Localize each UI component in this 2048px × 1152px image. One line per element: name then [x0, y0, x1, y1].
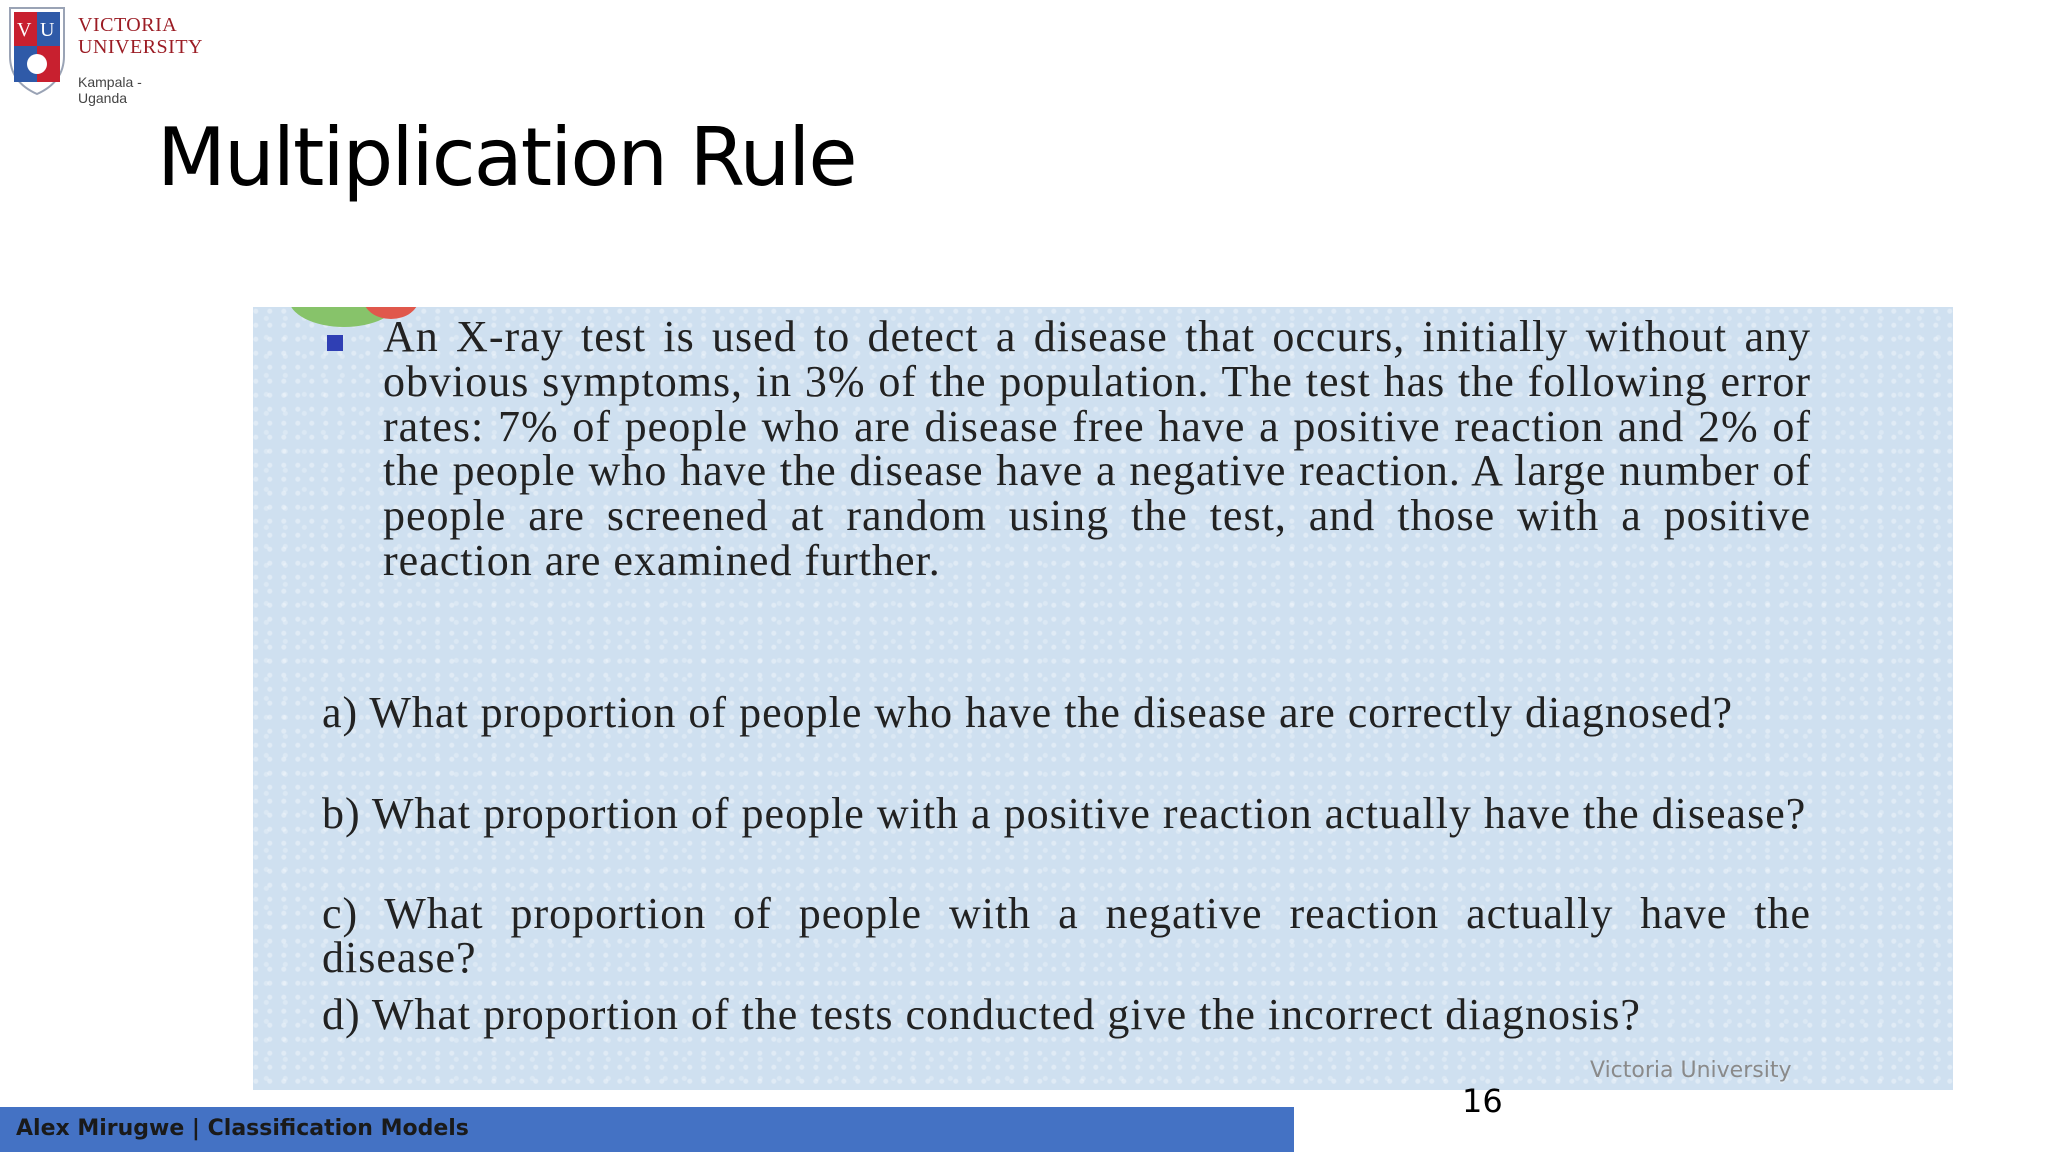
watermark-text: Victoria University: [1590, 1058, 1792, 1083]
logo-line-1: VICTORIA: [78, 14, 178, 36]
problem-intro: An X-ray test is used to detect a disease that occurs, initially without any obvious symptoms, in 3% of the population. The test has the following error rates: 7% of people who are disease free have a positive reaction and 2% of the people who have the disease have a negative reaction. A large number of people are screened at random using the test, and those with a positive reaction are examined further.: [383, 312, 1811, 585]
logo-line-2: UNIVERSITY: [78, 36, 203, 58]
question-d: d) What proportion of the tests conducted give the incorrect diagnosis?: [322, 990, 1641, 1039]
footer-text: Alex Mirugwe | Classification Models: [16, 1116, 469, 1141]
question-a: a) What proportion of people who have the disease are correctly diagnosed?: [322, 688, 1733, 737]
university-logo: [6, 2, 203, 106]
footer-bar: [0, 1107, 1294, 1152]
problem-image: [253, 307, 1953, 1090]
question-b: b) What proportion of people with a positive reaction actually have the disease?: [322, 789, 1807, 838]
logo-tagline: Kampala - Uganda: [78, 74, 142, 106]
svg-text:V: V: [17, 19, 32, 41]
svg-text:U: U: [40, 19, 55, 41]
university-crest-icon: [6, 2, 70, 98]
question-c: c) What proportion of people with a negative reaction actually have the disease?: [322, 889, 1811, 982]
bullet-square-icon: [327, 335, 343, 351]
page-number: 16: [1462, 1082, 1503, 1120]
slide-title: Multiplication Rule: [157, 111, 856, 204]
